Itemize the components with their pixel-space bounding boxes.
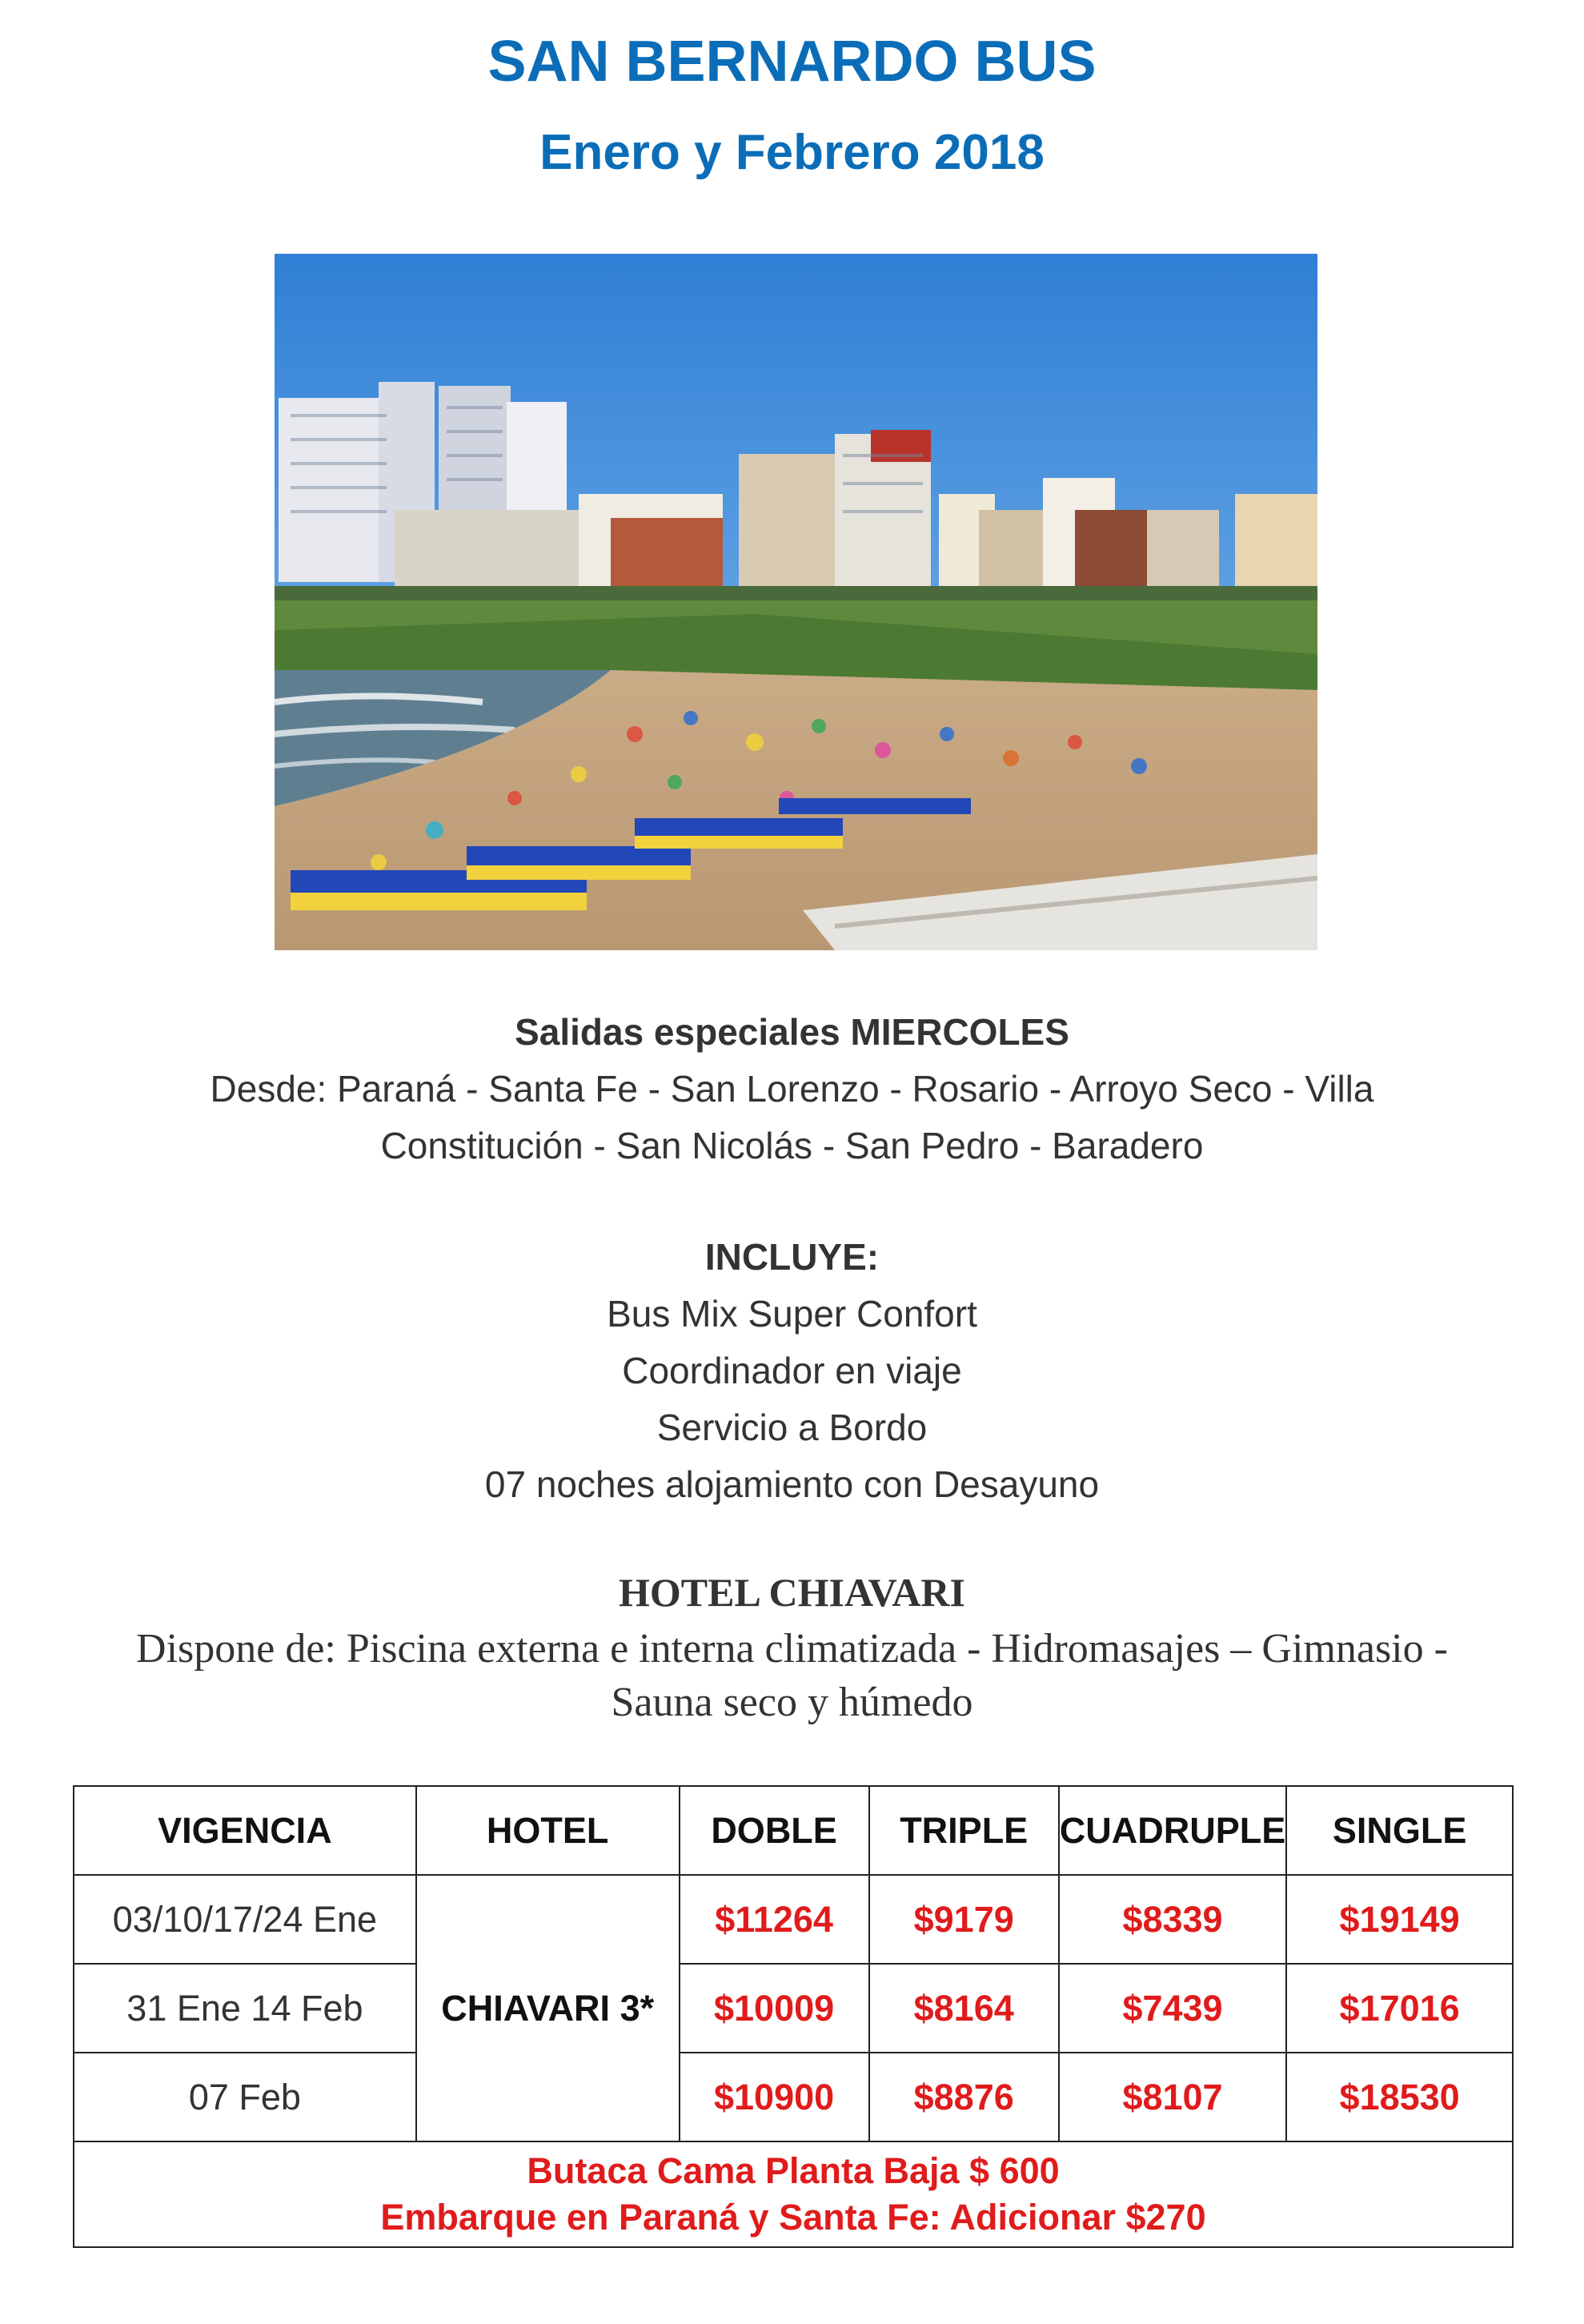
hotel-description-line-1: Dispone de: Piscina externa e interna climatizada - Hidromasajes – Gimnasio -	[136, 1626, 1448, 1672]
vigencia-cell: 31 Ene 14 Feb	[74, 1964, 416, 2053]
hotel-description-line-2: Sauna seco y húmedo	[611, 1680, 973, 1725]
column-header: CUADRUPLE	[1059, 1786, 1287, 1875]
price-single: $19149	[1286, 1875, 1513, 1964]
column-header: DOBLE	[680, 1786, 869, 1875]
column-header: HOTEL	[416, 1786, 680, 1875]
price-single: $18530	[1286, 2053, 1513, 2141]
incluye-item: Coordinador en viaje	[622, 1350, 962, 1391]
vigencia-cell: 07 Feb	[74, 2053, 416, 2141]
incluye-item: 07 noches alojamiento con Desayuno	[484, 1463, 1100, 1505]
table-row	[74, 1964, 1513, 2053]
price-cuadruple: $8339	[1059, 1875, 1287, 1964]
vigencia-cell: 03/10/17/24 Ene	[74, 1875, 416, 1964]
price-triple: $9179	[869, 1875, 1059, 1964]
price-single: $17016	[1286, 1964, 1513, 2053]
column-header: VIGENCIA	[74, 1786, 416, 1875]
price-doble: $10900	[680, 2053, 869, 2141]
column-header: TRIPLE	[869, 1786, 1059, 1875]
note-butaca: Butaca Cama Planta Baja $ 600	[527, 2150, 1060, 2191]
price-triple: $8164	[869, 1964, 1059, 2053]
price-table	[73, 1785, 1514, 2248]
salidas-line-1: Desde: Paraná - Santa Fe - San Lorenzo - Rosario - Arroyo Seco - Villa	[210, 1068, 1374, 1110]
price-triple: $8876	[869, 2053, 1059, 2141]
page-title: SAN BERNARDO BUS	[487, 30, 1097, 94]
table-notes-row	[74, 2141, 1513, 2247]
table-row	[74, 1875, 1513, 1964]
hotel-name-cell: CHIAVARI 3*	[416, 1875, 680, 2141]
price-cuadruple: $7439	[1059, 1964, 1287, 2053]
salidas-line-2: Constitución - San Nicolás - San Pedro - Baradero	[380, 1125, 1204, 1166]
incluye-heading: INCLUYE:	[704, 1236, 880, 1278]
page-subtitle: Enero y Febrero 2018	[539, 125, 1045, 180]
table-row	[74, 2053, 1513, 2141]
price-cuadruple: $8107	[1059, 2053, 1287, 2141]
price-doble: $11264	[680, 1875, 869, 1964]
incluye-item: Bus Mix Super Confort	[607, 1293, 977, 1335]
incluye-item: Servicio a Bordo	[656, 1407, 928, 1448]
note-embarque: Embarque en Paraná y Santa Fe: Adicionar $270	[380, 2197, 1206, 2238]
hotel-heading: HOTEL CHIAVARI	[618, 1570, 966, 1615]
table-notes	[74, 2141, 1513, 2247]
salidas-heading: Salidas especiales MIERCOLES	[515, 1011, 1069, 1053]
price-doble: $10009	[680, 1964, 869, 2053]
beach-photo	[275, 254, 1317, 950]
column-header: SINGLE	[1286, 1786, 1513, 1875]
table-header-row	[74, 1786, 1513, 1875]
